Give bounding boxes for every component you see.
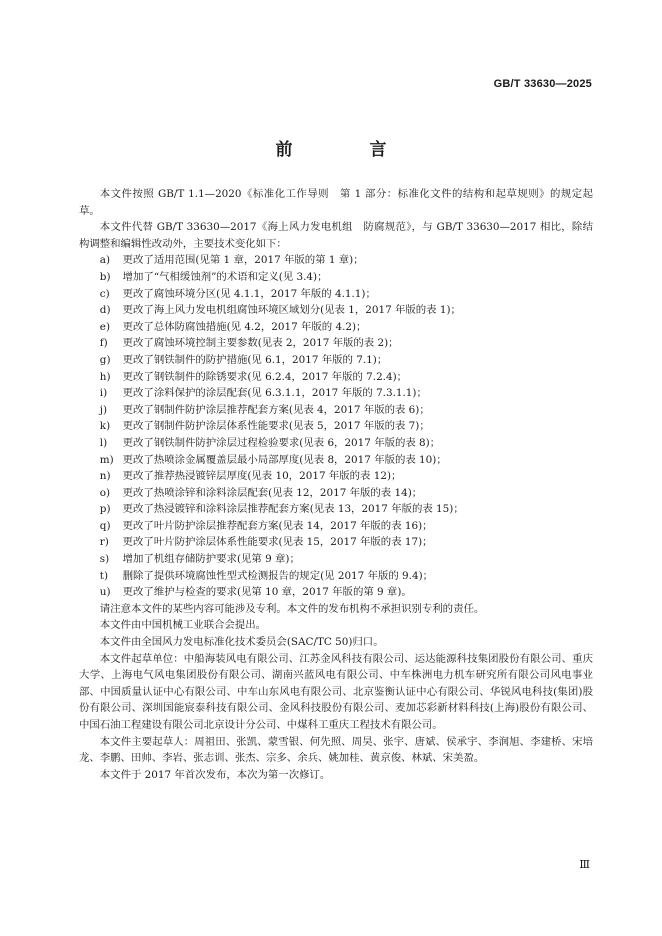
list-item [79,485,593,502]
list-text: 更改了推荐热浸镀锌层厚度(见表 10，2017 年版的表 12)； [122,470,402,483]
drafting-units: 本文件起草单位：中船海装风电有限公司、江苏金风科技有限公司、运达能源科技集团股份有限公司、重庆大学、上海电气风电集团股份有限公司、湖南兴蓝风电有限公司、中车株洲电力机车研究所有限公司风电事业部、中国质量认证中心有限公司、中车山东风电有限公司、北京鉴衡认证中心有限公司、华锐风电科技(集团)股份有限公司、深圳国能宸泰科技有限公司、金风科技股份有限公司、麦加芯彩新材料科技(上海)股份有限公司、中国石油工程建设有限公司北京设计分公司、中煤科工重庆工程技术有限公司。 [79,652,593,731]
list-marker: e) [99,320,110,333]
paragraph-drafting-rule: 本文件按照 GB/T 1.1—2020《标准化工作导则 第 1 部分：标准化文件的结构和起草规则》的规定起草。 [79,188,593,217]
list-text: 更改了叶片防护涂层体系性能要求(见表 15，2017 年版的表 17)； [122,536,433,549]
committee-statement: 本文件由全国风力发电标准化技术委员会(SAC/TC 50)归口。 [99,636,384,649]
list-text: 更改了海上风力发电机组腐蚀环境区域划分(见表 1，2017 年版的表 1)； [122,304,461,317]
list-item [79,418,593,435]
list-marker: l) [99,436,108,449]
list-marker: n) [99,470,111,483]
list-marker: a) [99,254,111,267]
list-marker: b) [99,270,111,283]
list-marker: f) [99,337,108,350]
list-text: 更改了钢制件防护涂层推荐配套方案(见表 4，2017 年版的表 6)； [122,403,430,416]
list-marker: i) [99,387,108,400]
patent-notice: 请注意本文件的某些内容可能涉及专利。本文件的发布机构不承担识别专利的责任。 [99,602,485,615]
list-text: 更改了腐蚀环境控制主要参数(见表 2，2017 年版的表 2)； [122,337,399,350]
list-marker: k) [99,420,111,433]
list-marker: u) [99,586,111,599]
list-text: 更改了涂料保护的涂层配套(见 6.3.1.1，2017 年版的 7.3.1.1)； [122,387,427,400]
list-text: 更改了腐蚀环境分区(见 4.1.1，2017 年版的 4.1.1)； [122,287,376,300]
list-text: 更改了总体防腐蚀措施(见 4.2，2017 年版的 4.2)； [122,320,367,333]
list-text: 更改了热喷涂锌和涂料涂层配套(见表 12，2017 年版的表 14)； [122,486,423,499]
list-text: 更改了叶片防护涂层推荐配套方案(见表 14，2017 年版的表 16)； [122,519,433,532]
list-text: 更改了热喷涂金属覆盖层最小局部厚度(见表 8，2017 年版的表 10)； [122,453,447,466]
list-marker: r) [99,536,109,549]
list-item [79,584,593,601]
list-item [79,435,593,452]
list-item [79,534,593,551]
list-item [79,352,593,369]
list-marker: g) [99,353,111,366]
list-text: 增加了“气相缓蚀剂”的术语和定义(见 3.4)； [122,270,328,283]
list-marker: h) [99,370,111,383]
list-marker: d) [99,304,111,317]
list-text: 更改了钢铁制件的防护措施(见 6.1，2017 年版的 7.1)； [122,353,388,366]
list-marker: s) [99,553,110,566]
list-item [79,269,593,286]
list-item [79,568,593,585]
list-marker: c) [99,287,110,300]
list-item [79,252,593,269]
list-text: 更改了钢制件防护涂层体系性能要求(见表 5，2017 年版的表 7)； [122,420,430,433]
page-title: 前 言 [275,140,417,160]
technical-changes-list [79,252,593,600]
list-marker: j) [99,403,108,416]
list-item [79,385,593,402]
list-item [79,335,593,352]
list-marker: o) [99,486,111,499]
proposer-statement: 本文件由中国机械工业联合会提出。 [99,619,267,632]
paragraph-replacement: 本文件代替 GB/T 33630—2017《海上风力发电机组 防腐规范》，与 GB/T 33630—2017 相比，除结构调整和编辑性改动外，主要技术变化如下： [79,221,593,250]
list-item [79,319,593,336]
drafters: 本文件主要起草人：周祖田、张凯、蒙雪银、何先照、周昊、张宇、唐斌、侯承宇、李润旭、李建桥、宋培龙、李鹏、田帅、李岩、张志训、张杰、宗多、余兵、姚加桂、黄京俊、林斌、宋美盈。 [79,735,593,765]
publication-history: 本文件于 2017 年首次发布，本次为第一次修订。 [99,768,331,781]
list-text: 更改了钢铁制件防护涂层过程检验要求(见表 6，2017 年版的表 8)； [122,436,441,449]
list-text: 更改了热浸镀锌和涂料涂层推荐配套方案(见表 13，2017 年版的表 15)； [122,503,464,516]
standard-number: GB/T 33630—2025 [493,78,592,90]
list-item [79,468,593,485]
list-item [79,551,593,568]
list-marker: q) [99,519,111,532]
list-text: 更改了维护与检查的要求(见第 10 章，2017 年版的第 9 章)。 [122,586,412,599]
list-item [79,518,593,535]
list-item [79,302,593,319]
list-text: 删除了提供环境腐蚀性型式检测报告的规定(见 2017 年版的 9.4)； [122,569,434,582]
list-text: 更改了适用范围(见第 1 章，2017 年版的第 1 章)； [122,254,364,267]
page-number: Ⅲ [579,858,590,871]
list-item [79,452,593,469]
list-text: 更改了钢铁制件的除锈要求(见 6.2.4，2017 年版的 7.2.4)； [122,370,408,383]
list-item [79,501,593,518]
list-marker: m) [99,453,114,466]
foreword-body [79,186,593,783]
list-marker: p) [99,503,111,516]
list-text: 增加了机组存储防护要求(见第 9 章)； [122,553,300,566]
list-item [79,286,593,303]
list-item [79,369,593,386]
list-item [79,402,593,419]
list-marker: t) [99,569,109,582]
